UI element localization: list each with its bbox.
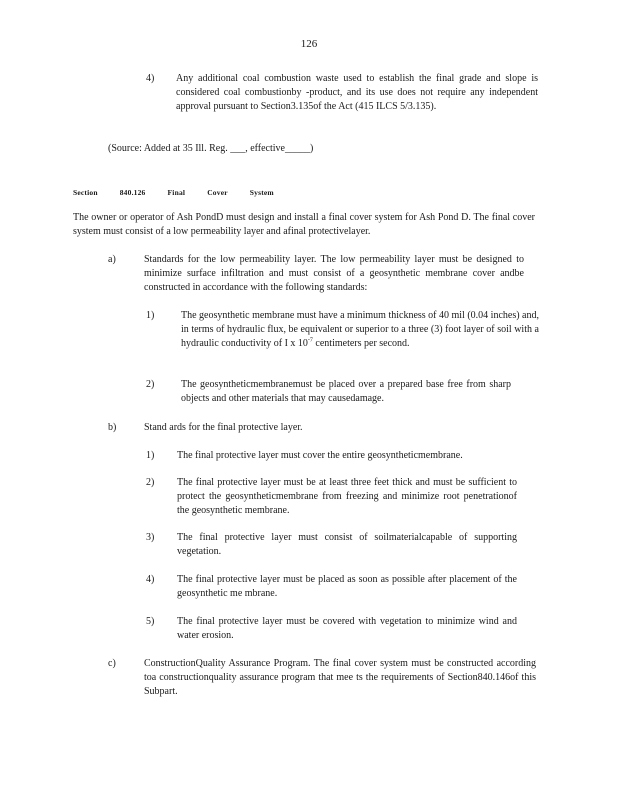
intro-paragraph: The owner or operator of Ash PondD must design and install a final cover system for Ash Pond D. The final cover system must consist of a low permeability layer and afinal protectivelayer.	[73, 212, 535, 237]
section-title-word-3: System	[249, 188, 274, 197]
subsection-a-item-1-text-tail: centimeters per second.	[312, 338, 410, 349]
subsection-b-item-2-label: 2)	[146, 477, 155, 488]
section-title-word-2: Cover	[207, 188, 228, 197]
subsection-b-item-5-label: 5)	[146, 616, 155, 627]
subsection-a-item-1-text-main: The geosynthetic membrane must have a minimum thickness of 40 mil (0.04 inches) and, in terms of hydraulic flux, be equivalent or superior to a three (3) foot layer of soil with a hydraulic conductivity of I x 10	[181, 310, 539, 349]
subsection-c-label: c)	[108, 658, 116, 669]
section-label: Section	[73, 188, 98, 197]
subsection-b-item-3-text: The final protective layer must consist of soilmaterialcapable of supporting vegetation.	[177, 532, 517, 557]
subsection-b-item-4-label: 4)	[146, 574, 155, 585]
section-heading	[73, 186, 296, 200]
subsection-a-item-2-label: 2)	[146, 379, 155, 390]
subsection-a-text: Standards for the low permeability layer. The low permeability layer must be designed to minimize surface infiltration and must consist of a geosynthetic membrane cover andbe constructed in accordance with the following standards:	[144, 254, 524, 293]
page-number: 126	[300, 38, 318, 50]
subsection-b-item-1-text: The final protective layer must cover the entire geosyntheticmembrane.	[177, 450, 463, 461]
item-4-text: Any additional coal combustion waste used to establish the final grade and slope is considered coal combustionby -product, and its use does not require any independent approval pursuant to Section3.135of the Act (415 ILCS 5/3.135).	[176, 73, 538, 112]
subsection-b-item-1-label: 1)	[146, 450, 155, 461]
section-title-word-1: Final	[167, 188, 186, 197]
subsection-b-item-5-text: The final protective layer must be covered with vegetation to minimize wind and water erosion.	[177, 616, 517, 641]
exponent-superscript: -7	[307, 337, 313, 344]
subsection-a-label: a)	[108, 254, 116, 265]
subsection-b-item-4-text: The final protective layer must be placed as soon as possible after placement of the geosynthetic me mbrane.	[177, 574, 517, 599]
subsection-b-text: Stand ards for the final protective layer.	[144, 422, 303, 433]
subsection-a-item-2-text: The geosyntheticmembranemust be placed over a prepared base free from sharp objects and other materials that may causedamage.	[181, 379, 511, 404]
section-number: 840.126	[119, 188, 146, 197]
subsection-a-item-1-text	[181, 309, 539, 351]
subsection-c-text: ConstructionQuality Assurance Program. The final cover system must be constructed according toa constructionquality assurance program that mee ts the requirements of Section840.146of this Subpart.	[144, 658, 536, 697]
source-note: (Source: Added at 35 Ill. Reg. ___, effective_____)	[108, 143, 314, 154]
subsection-b-item-3-label: 3)	[146, 532, 155, 543]
subsection-b-label: b)	[108, 422, 117, 433]
subsection-b-item-2-text: The final protective layer must be at least three feet thick and must be sufficient to protect the geosyntheticmembrane from freezing and minimize root penetrationof the geosynthetic membrane.	[177, 477, 517, 516]
item-4-label: 4)	[146, 73, 155, 84]
subsection-a-item-1-label: 1)	[146, 310, 155, 321]
